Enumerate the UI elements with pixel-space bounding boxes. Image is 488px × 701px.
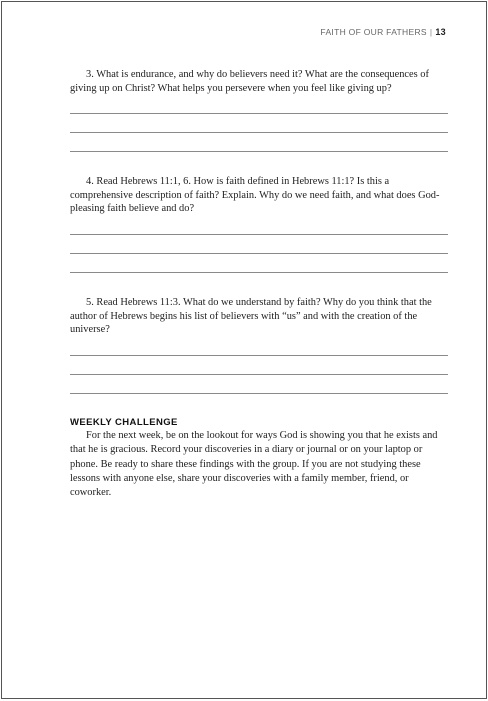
answer-line[interactable] <box>70 348 448 356</box>
answer-line[interactable] <box>70 133 448 152</box>
answer-line[interactable] <box>70 227 448 235</box>
page-number: 13 <box>435 27 446 37</box>
answer-lines[interactable] <box>70 227 448 273</box>
answer-line[interactable] <box>70 375 448 394</box>
weekly-challenge-section <box>70 417 448 501</box>
answer-line[interactable] <box>70 106 448 114</box>
weekly-challenge-text: For the next week, be on the lookout for ways God is showing you that he exists and that he is gracious. Record your discoveries in a diary or journal or on your laptop or phone. Be ready to share these findings with the group. If you are not studying these lessons with anyone else, share your discoveries with a family member, friend, or coworker. <box>70 429 438 499</box>
answer-lines[interactable] <box>70 106 448 152</box>
workbook-page <box>1 1 487 699</box>
answer-line[interactable] <box>70 114 448 133</box>
question-block-5 <box>70 296 448 394</box>
question-block-3 <box>70 68 448 152</box>
header-separator: | <box>429 27 433 37</box>
question-text: 3. What is endurance, and why do believers need it? What are the consequences of giving up on Christ? What helps you persevere when you feel like giving up? <box>70 69 429 94</box>
question-text: 4. Read Hebrews 11:1, 6. How is faith defined in Hebrews 11:1? Is this a comprehensive description of faith? Explain. Why do we need faith, and what does God-pleasing faith believe and do? <box>70 176 440 215</box>
answer-line[interactable] <box>70 235 448 254</box>
weekly-challenge-heading: WEEKLY CHALLENGE <box>70 416 178 428</box>
answer-line[interactable] <box>70 254 448 273</box>
answer-line[interactable] <box>70 356 448 375</box>
running-title: FAITH OF OUR FATHERS <box>320 27 427 37</box>
question-text: 5. Read Hebrews 11:3. What do we understand by faith? Why do you think that the author of Hebrews begins his list of believers with “us” and with the creation of the universe? <box>70 296 432 336</box>
running-header <box>320 27 446 37</box>
page-content <box>70 68 448 501</box>
answer-lines[interactable] <box>70 348 448 394</box>
question-block-4 <box>70 175 448 273</box>
